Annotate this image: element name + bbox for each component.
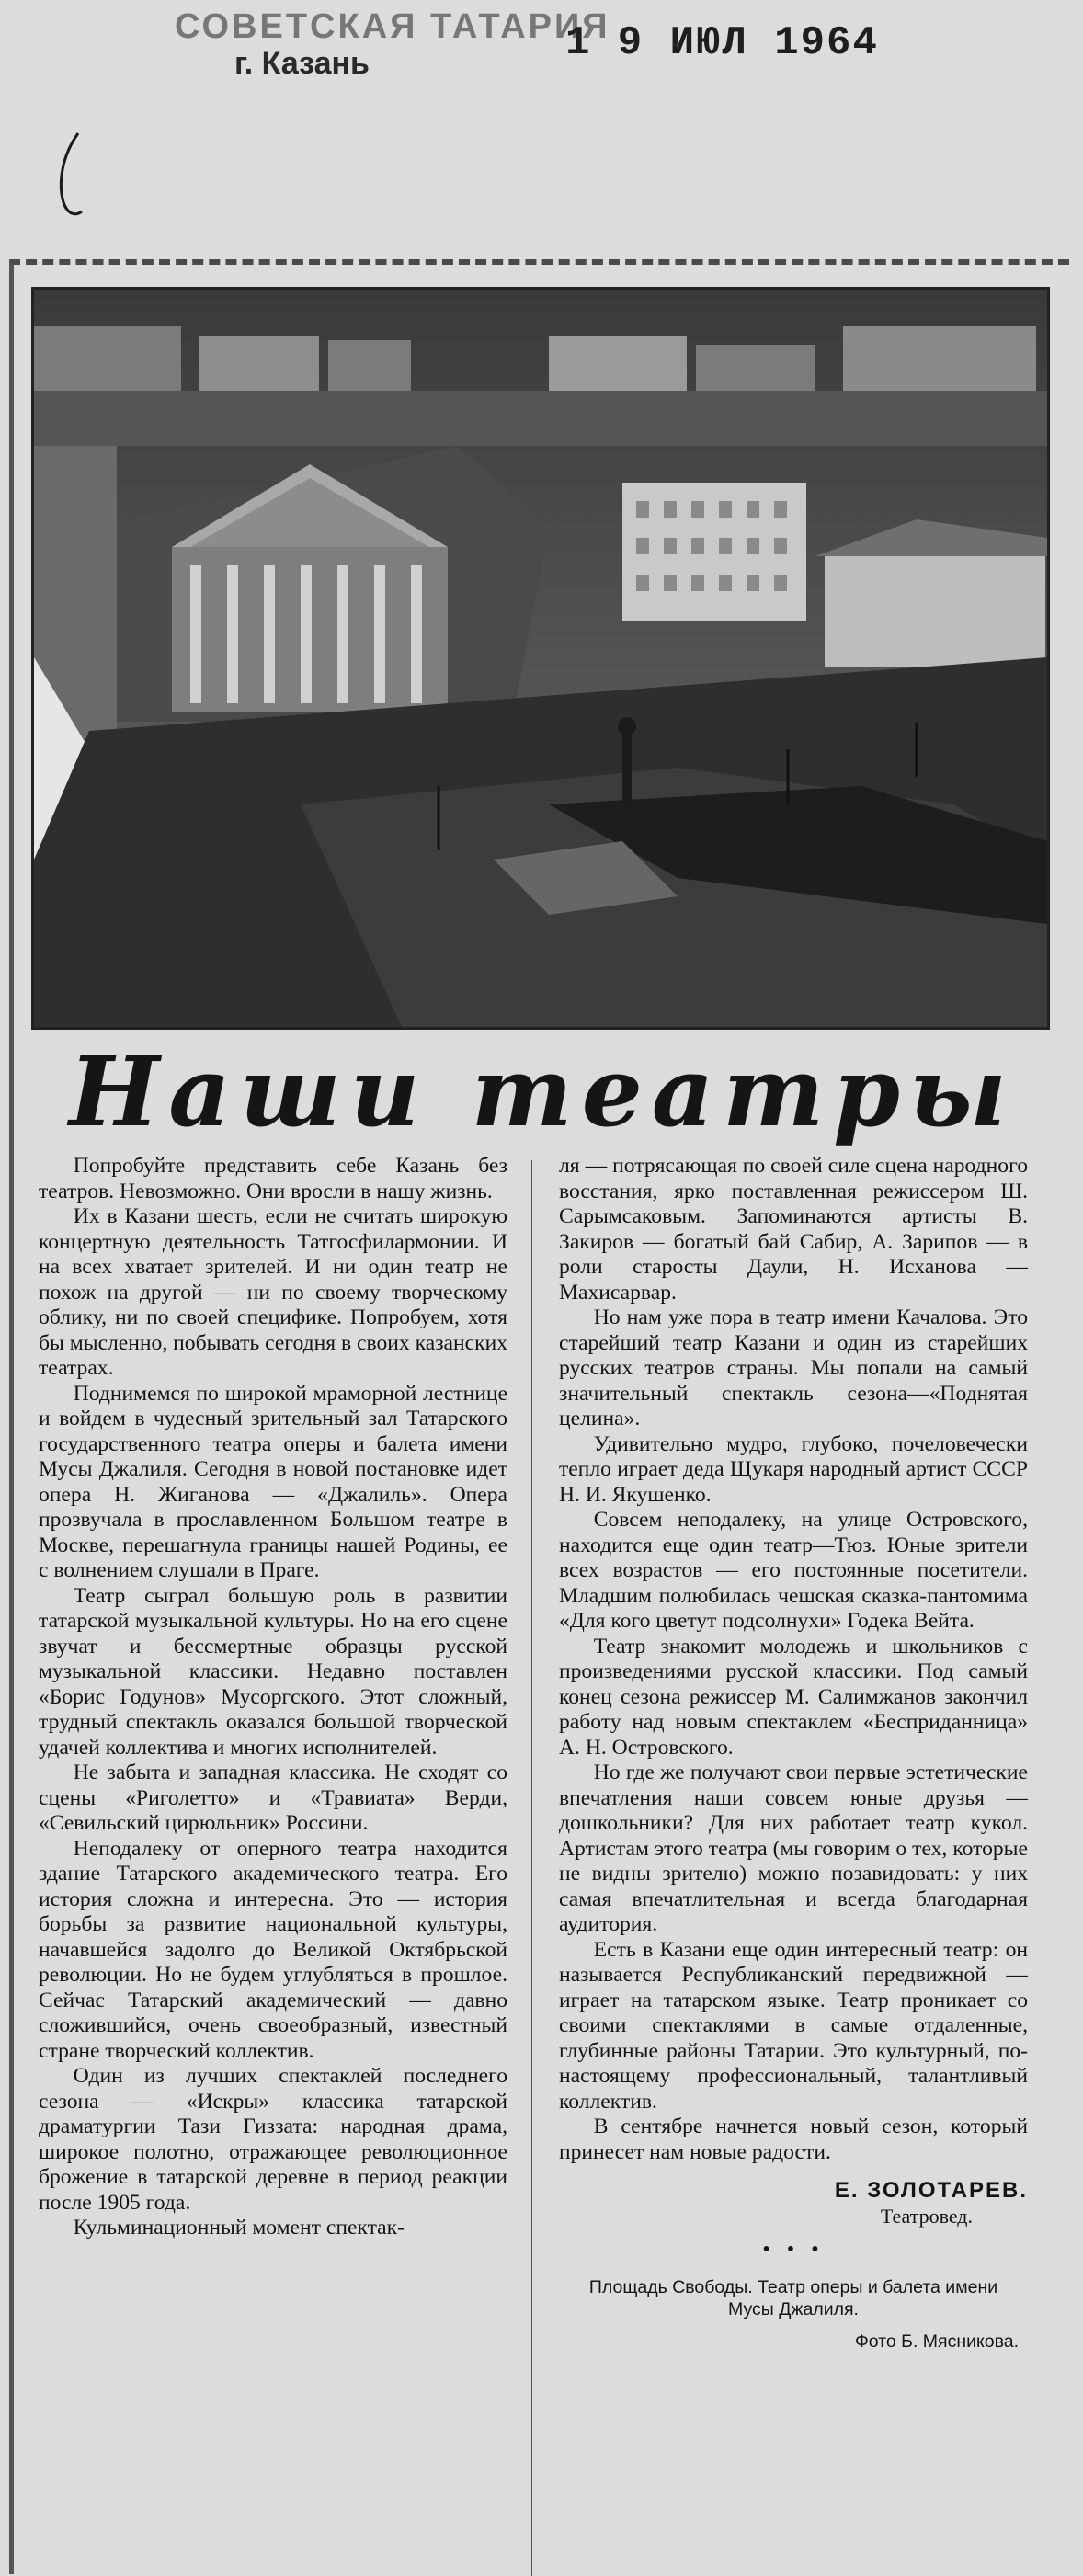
city-stamp: г. Казань xyxy=(234,46,370,81)
paragraph: В сентябре начнется новый сезон, который принесет нам новые радости. xyxy=(559,2114,1028,2164)
paragraph: Удивительно мудро, глубоко, почеловечески тепло играет деда Щукаря народный артист СССР Н. И. Якушенко. xyxy=(559,1431,1028,1507)
paragraph: Но где же получают свои первые эстетические впечатления наши совсем юные друзья — дошкольники? Для них работает театр кукол. Артистам этого театра (мы говорим о тех, которые не видны зрителю) можно позавидовать: у них самая впечатлительная и всегда благодарная аудитория. xyxy=(559,1761,1028,1936)
paragraph: Театр знакомит молодежь и школьников с произведениями русской классики. Под самый конец сезона режиссер М. Салимжанов закончил работу над новым спектаклем «Бесприданница» А. Н. Островского. xyxy=(559,1634,1028,1760)
photo-caption: Площадь Свободы. Театр оперы и балета имени Мусы Джалиля. xyxy=(588,2276,998,2320)
article-headline: Наши театры xyxy=(69,1035,1016,1148)
article-right-column xyxy=(559,1154,1028,2354)
paragraph: Не забыта и западная классика. Не сходят со сцены «Риголетто» и «Травиата» Верди, «Севильский цирюльник» Россини. xyxy=(39,1761,507,1835)
paragraph-continuation: ля — потрясающая по своей силе сцена народного восстания, ярко поставленная режиссером Ш. Сарымсаковым. Запоминаются артисты В. Закиров — богатый бай Сабир, А. Зарипов — в роли старосты Даули, Н. Исханова — Махисарвар. xyxy=(559,1154,1028,1305)
theatre-square-photo xyxy=(31,287,1050,1030)
paragraph: Один из лучших спектаклей последнего сезона — «Искры» классика татарской драматургии Тази Гиззата: народная драма, широкое полотно, отражающее революционное брожение в татарской деревне в период реакции после 1905 года. xyxy=(39,2064,507,2215)
clipping-header xyxy=(0,0,1083,257)
author-name: Е. ЗОЛОТАРЕВ. xyxy=(834,2178,1028,2203)
paragraph: Их в Казани шесть, если не считать широкую концертную деятельность Татгосфилармонии. И на всех хватает зрителей. И ни один театр не похож на другой — ни по своему творческому облику, ни по своей специфике. Попробуем, хотя бы мысленно, побывать сегодня в своих казанских театрах. xyxy=(39,1204,507,1380)
paragraph: Поднимемся по широкой мраморной лестнице и войдем в чудесный зрительный зал Татарского государственного театра оперы и балета имени Мусы Джалиля. Сегодня в новой постановке идет опера Н. Жиганова — «Джалиль». Опера прозвучала в прославленном Большом театре в Москве, перешагнула границы нашей Родины, ее с волнением слушали в Праге. xyxy=(39,1381,507,1582)
author-role: Театровед. xyxy=(880,2204,973,2228)
paragraph: Кульминационный момент спектак- xyxy=(73,2216,405,2240)
paragraph: Неподалеку от оперного театра находится здание Татарского академического театра. Его история сложна и интересна. Это — история борьбы за развитие национальной культуры, начавшейся задолго до Великой Октябрьской революции. Но не будем углубляться в прошлое. Сейчас Татарский академический — давно сложившийся, очень своеобразный, известный стране творческий коллектив. xyxy=(39,1836,507,2063)
paragraph: Но нам уже пора в театр имени Качалова. Это старейший театр Казани и один из старейших русских театров страны. Мы попали на самый значительный спектакль сезона—«Поднятая целина». xyxy=(559,1305,1028,1430)
paragraph: Театр сыграл большую роль в развитии татарской музыкальной культуры. Но на его сцене звучат и бессмертные образцы русской музыкальной классики. Недавно поставлен «Борис Годунов» Мусоргского. Этот сложный, трудный спектакль оказался большой творческой удачей коллектива и многих исполнителей. xyxy=(39,1583,507,1760)
paragraph: Попробуйте представить себе Казань без театров. Невозможно. Они вросли в нашу жизнь. xyxy=(39,1154,507,1203)
separator-dots: • • • xyxy=(762,2238,825,2262)
date-stamp: 1 9 ИЮЛ 1964 xyxy=(565,20,879,66)
newspaper-name-stamp: СОВЕТСКАЯ ТАТАРИЯ xyxy=(175,7,610,46)
article-left-column xyxy=(39,1154,507,2241)
paragraph: Совсем неподалеку, на улице Островского, находится еще один театр—Тюз. Юные зрители всех возрастов — его постоянные посетители. Младшим полюбилась чешская сказка-пантомима «Для кого цветут подсолнухи» Годека Вейта. xyxy=(559,1508,1028,1633)
photo-credit: Фото Б. Мясникова. xyxy=(854,2331,1019,2352)
pen-mark-icon xyxy=(51,129,87,230)
column-divider xyxy=(531,1160,532,2576)
paragraph: Есть в Казани еще один интересный театр: он называется Республиканский передвижной — играет на татарском языке. Театр проникает со своими спектаклями в самые отдаленные, глубинные районы Татарии. Это культурный, по-настоящему профессиональный, талантливый коллектив. xyxy=(559,1937,1028,2114)
